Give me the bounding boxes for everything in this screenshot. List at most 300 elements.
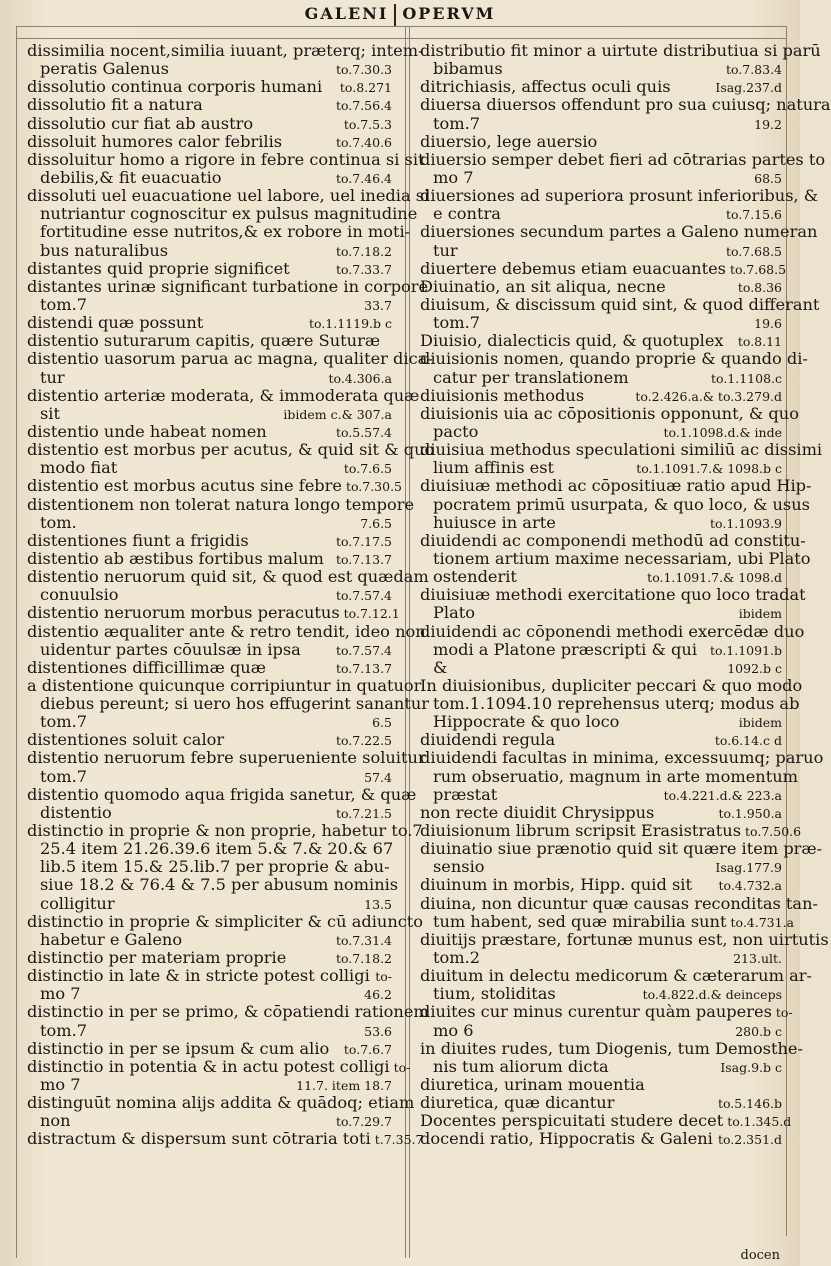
running-head (0, 2, 800, 26)
entry-line (27, 659, 392, 677)
entry-text: bus naturalibus (40, 240, 169, 260)
entry-text: Diuinatio, an sit aliqua, necne (420, 276, 666, 296)
entry-line (27, 423, 392, 441)
entry-text: distendi quæ possunt (27, 313, 204, 333)
entry-reference: Isag.177.9 (715, 860, 782, 876)
index-entry (420, 476, 812, 532)
entry-text: pacto (433, 421, 479, 441)
entry-reference: 19.2 (754, 116, 782, 132)
entry-text: distentio (40, 802, 112, 822)
index-entry (420, 731, 782, 749)
entry-line (27, 314, 392, 332)
entry-text: distantes urinæ significant turbatione in corpore (27, 276, 429, 296)
entry-text: diuersio, lege auersio (420, 131, 598, 151)
index-entry (27, 784, 417, 822)
entry-line (420, 278, 782, 296)
entry-text: tom.1.1094.10 reprehensus uterq; modus ab (433, 694, 800, 714)
entry-reference: to.5.146.b (717, 1096, 782, 1112)
entry-line (27, 96, 392, 114)
index-entry (420, 804, 782, 822)
entry-text: lium affinis est (433, 458, 555, 478)
entry-line (420, 530, 806, 550)
entry-line (420, 115, 782, 133)
entry-line (27, 1112, 392, 1130)
entry-text: tom. (40, 512, 77, 532)
entry-line (27, 875, 399, 895)
index-entry (420, 440, 823, 478)
entry-line (420, 641, 782, 659)
entry-reference: Isag.9.b c (720, 1059, 782, 1075)
entry-text: docendi ratio, Hippocratis & Galeni (420, 1129, 713, 1149)
header-divider (394, 4, 396, 26)
entry-line (420, 858, 782, 876)
entry-reference: 68.5 (754, 170, 782, 186)
entry-line (420, 95, 831, 115)
index-entry (420, 1130, 782, 1148)
entry-text: tur (40, 367, 65, 387)
entry-line (420, 149, 826, 169)
entry-text: mo 6 (433, 1020, 474, 1040)
entry-text: distinctio in proprie & non proprie, habetur to.7 (27, 821, 423, 841)
entry-line (420, 387, 782, 405)
index-entry (27, 133, 392, 151)
index-entry (27, 385, 420, 423)
index-entry (420, 966, 812, 1004)
entry-text: distentio neruorum febre superueniente soluitur (27, 748, 426, 768)
entry-reference: to.7.13.7 (335, 660, 392, 676)
entry-text: non (40, 1111, 71, 1131)
index-entry (420, 1038, 803, 1076)
entry-line (27, 476, 403, 496)
entry-reference: to.7.15.6 (725, 207, 782, 223)
entry-text: distentio est morbus per acutus, & quid sit & quo (27, 440, 435, 460)
entry-text: diuisionis methodus (420, 385, 585, 405)
index-entry (27, 1129, 424, 1149)
index-entry (420, 41, 821, 79)
entry-reference: to- (393, 1059, 411, 1075)
entry-line (420, 1022, 782, 1040)
entry-reference: to.7.57.4 (335, 588, 392, 604)
entry-line (420, 694, 800, 714)
entry-reference: to.7.68.5 (725, 243, 782, 259)
entry-line (420, 186, 819, 206)
index-entry (420, 294, 820, 333)
entry-reference: to.7.21.5 (335, 805, 392, 821)
entry-text: dissoluti uel euacuatione uel labore, uel inedia si (27, 186, 430, 206)
index-entry (420, 839, 823, 877)
entry-line (27, 204, 418, 224)
entry-text: debilis,& fit euacuatio (40, 167, 222, 187)
entry-text: tium, stoliditas (433, 984, 556, 1004)
index-entry (27, 911, 424, 949)
entry-text: diuidendi facultas in minima, excessuumq; paruo (420, 748, 824, 768)
entry-text: huiusce in arte (433, 512, 556, 532)
index-entry (27, 675, 430, 732)
index-entry (420, 133, 782, 151)
entry-line (420, 786, 782, 804)
entry-line (27, 931, 392, 949)
index-entry (27, 115, 392, 133)
index-entry (27, 603, 400, 623)
entry-text: distentiones fiunt a frigidis (27, 530, 249, 550)
left-margin-rule (16, 26, 17, 1258)
entry-text: diuitum in delectu medicorum & cæterarum ar- (420, 966, 812, 986)
entry-line (27, 260, 392, 278)
entry-text: distractum & dispersum sunt cōtraria toti (27, 1129, 371, 1149)
entry-line (420, 494, 810, 514)
index-entry (420, 1076, 782, 1094)
index-entry (27, 731, 392, 749)
entry-line (27, 385, 420, 405)
entry-line (420, 893, 818, 913)
index-entry (420, 821, 802, 841)
entry-line (420, 242, 782, 260)
entry-line (27, 621, 426, 641)
entry-text: diuertere debemus etiam euacuantes (420, 258, 726, 278)
index-entry (27, 1002, 429, 1040)
index-entry (420, 278, 782, 296)
entry-text: diuersiones ad superiora prosunt inferioribus, & (420, 186, 819, 206)
entry-text: diuitijs præstare, fortunæ munus est, non uirtutis (420, 929, 829, 949)
entry-text: distantes quid proprie significet (27, 258, 290, 278)
entry-reference: t.7.35.7 (374, 1132, 424, 1148)
entry-line (27, 332, 392, 350)
entry-line (27, 895, 392, 913)
entry-line (27, 369, 392, 387)
entry-text: a distentione quicunque corripiuntur in quatuor (27, 675, 422, 695)
entry-reference: ibidem (738, 715, 782, 731)
entry-line (27, 514, 392, 532)
entry-line (420, 911, 794, 931)
index-entry (27, 314, 392, 332)
entry-text: mo 7 (433, 167, 474, 187)
entry-text: rum obseruatio, magnum in arte momentum (433, 766, 798, 786)
entry-line (420, 839, 823, 859)
entry-reference: 46.2 (364, 987, 392, 1003)
entry-text: distinctio in per se primo, & cōpatiendi rationem (27, 1002, 429, 1022)
header-rule (16, 38, 786, 39)
entry-line (27, 713, 392, 731)
index-entry (420, 403, 799, 441)
entry-line (420, 294, 820, 314)
entry-text: diuersiones secundum partes a Galeno numeran (420, 222, 818, 242)
entry-text: ostenderit (433, 567, 517, 587)
entry-text: diuites cur minus curentur quàm pauperes (420, 1002, 772, 1022)
entry-reference: 7.6.5 (360, 515, 392, 531)
entry-text: distentio est morbus acutus sine febre (27, 476, 342, 496)
entry-line (420, 258, 787, 278)
entry-text: Plato (433, 603, 475, 623)
index-entry (420, 222, 818, 260)
index-entry (27, 440, 435, 478)
entry-line (27, 349, 433, 369)
entry-text: distentio neruorum morbus peracutus (27, 603, 340, 623)
entry-line (27, 440, 435, 460)
entry-reference: to.1.950.a (718, 805, 782, 821)
entry-text: uidentur partes cōuulsæ in ipsa (40, 639, 301, 659)
entry-text: conuulsio (40, 585, 119, 605)
entry-reference: to.1.1091.7.& 1098.b c (636, 461, 782, 477)
entry-line (27, 1002, 429, 1022)
entry-line (420, 476, 812, 496)
index-entry (27, 949, 392, 967)
entry-text: habetur e Galeno (40, 929, 183, 949)
entry-line (27, 1129, 424, 1149)
index-entry (27, 1093, 415, 1131)
entry-line (27, 1056, 411, 1076)
entry-text: tom.7 (40, 712, 88, 732)
entry-line (420, 1094, 782, 1112)
index-entry (420, 349, 808, 387)
index-entry (27, 532, 392, 550)
index-entry (27, 494, 415, 532)
entry-text: Hippocrate & quo loco (433, 712, 620, 732)
entry-line (27, 784, 417, 804)
entry-text: distinctio per materiam proprie (27, 948, 287, 968)
entry-line (420, 514, 782, 532)
entry-text: dissolutio fit a natura (27, 95, 203, 115)
entry-reference: to.5.57.4 (335, 424, 392, 440)
entry-line (27, 567, 429, 587)
index-entry (27, 621, 426, 659)
index-entry (420, 929, 829, 968)
entry-line (420, 1130, 782, 1148)
entry-reference: to.4.306.a (328, 370, 392, 386)
running-head-right: OPERVM (402, 4, 496, 23)
entry-text: tom.2 (433, 948, 481, 968)
entry-line (420, 966, 812, 986)
entry-reference: to.7.50.6 (745, 824, 802, 840)
entry-reference: 1092.b c (727, 660, 782, 676)
entry-text: diuisionis uia ac cōpositionis opponunt, & quo (420, 403, 799, 423)
index-entry (420, 893, 818, 931)
entry-reference: to.7.46.4 (335, 170, 392, 186)
entry-reference: to.4.221.d.& 223.a (663, 787, 782, 803)
entry-line (27, 967, 392, 985)
entry-text: dissolutio continua corporis humani (27, 77, 323, 97)
entry-text: dissolutio cur fiat ab austro (27, 113, 254, 133)
entry-reference: to.8.11 (737, 334, 782, 350)
entry-text: diuersio semper debet fieri ad cōtrarias partes to (420, 149, 826, 169)
index-entry (27, 567, 429, 605)
entry-text: colligitur (40, 893, 115, 913)
index-column-right (420, 41, 831, 1149)
index-entry (420, 1111, 792, 1131)
entry-line (420, 169, 782, 187)
entry-reference: to.1.345.d (727, 1114, 792, 1130)
entry-line (27, 296, 392, 314)
entry-text: distinctio in potentia & in actu potest colligi (27, 1056, 390, 1076)
index-entry (27, 821, 423, 913)
entry-line (27, 115, 392, 133)
index-entry (420, 78, 782, 96)
entry-text: sit (40, 403, 60, 423)
entry-line (27, 748, 426, 768)
entry-line (27, 804, 392, 822)
entry-reference: 13.5 (364, 896, 392, 912)
entry-text: sensio (433, 857, 485, 877)
entry-reference: 53.6 (364, 1023, 392, 1039)
entry-line (420, 731, 782, 749)
entry-text: distentiones difficillimæ quæ (27, 657, 266, 677)
entry-line (27, 494, 415, 514)
entry-line (27, 821, 423, 841)
entry-line (27, 675, 422, 695)
entry-reference: to.4.822.d.& deinceps (642, 987, 782, 1003)
entry-text: diuisionis nomen, quando proprie & quando di- (420, 349, 808, 369)
entry-reference: to.1.1098.d.& inde (663, 424, 782, 440)
index-entry (27, 78, 392, 96)
entry-text: fortitudine esse nutritos,& ex robore in moti- (40, 222, 411, 242)
entry-reference: to.7.31.4 (335, 932, 392, 948)
index-entry (27, 476, 403, 496)
index-entry (420, 258, 787, 278)
entry-line (420, 1002, 793, 1022)
entry-text: distentio æqualiter ante & retro tendit, ideo non (27, 621, 426, 641)
entry-text: diuidendi regula (420, 730, 556, 750)
entry-text: tom.7 (40, 294, 88, 314)
entry-text: tionem artium maxime necessariam, ubi Plato (433, 548, 811, 568)
entry-text: non recte diuidit Chrysippus (420, 802, 655, 822)
entry-reference: 19.6 (754, 316, 782, 332)
index-entry (420, 621, 805, 677)
entry-text: tum habent, sed quæ mirabilia sunt (433, 911, 727, 931)
entry-text: præstat (433, 784, 498, 804)
entry-line (27, 1093, 415, 1113)
entry-line (27, 985, 392, 1003)
entry-text: lib.5 item 15.& 25.lib.7 per proprie & abu- (40, 857, 390, 877)
entry-text: diuisiuæ methodi ac cōpositiuæ ratio apud Hip- (420, 476, 812, 496)
entry-text: distributio fit minor a uirtute distributiua si parū (420, 41, 821, 60)
entry-reference: to.7.5.3 (343, 116, 392, 132)
entry-line (27, 532, 392, 550)
entry-line (27, 242, 392, 260)
entry-line (420, 804, 782, 822)
entry-text: bibamus (433, 59, 503, 79)
index-entry (420, 675, 803, 732)
index-column-left (27, 41, 435, 1149)
entry-text: & (433, 657, 448, 677)
index-entry (420, 332, 782, 350)
entry-text: diebus pereunt; si uero hos effugerint sanantur (40, 694, 430, 714)
entry-line (420, 1058, 782, 1076)
entry-line (420, 568, 782, 586)
entry-text: diuinatio siue prænotio quid sit quære item præ- (420, 839, 823, 859)
entry-text: distentio unde habeat nomen (27, 421, 267, 441)
index-entry (420, 748, 824, 804)
index-entry (27, 550, 392, 568)
index-entry (27, 748, 426, 786)
entry-line (27, 840, 392, 858)
entry-line (420, 369, 782, 387)
entry-reference: 6.5 (372, 715, 392, 731)
entry-text: tom.7 (40, 766, 88, 786)
entry-text: distinctio in late & in stricte potest colligi (27, 966, 370, 986)
index-entry (27, 276, 429, 314)
entry-line (420, 205, 782, 223)
index-entry (27, 96, 392, 114)
index-entry (27, 1040, 392, 1058)
entry-line (420, 133, 782, 151)
entry-line (420, 713, 782, 731)
entry-text: diuersa diuersos offendunt pro sua cuiusq; natura (420, 95, 831, 115)
entry-line (420, 349, 808, 369)
entry-reference: to.7.40.6 (335, 134, 392, 150)
entry-line (27, 78, 392, 96)
entry-text: tur (433, 240, 458, 260)
index-entry (27, 349, 433, 387)
entry-reference: 11.7. item 18.7 (296, 1078, 392, 1094)
entry-line (27, 405, 392, 423)
entry-text: nis tum aliorum dicta (433, 1056, 609, 1076)
entry-reference: to.7.29.7 (335, 1114, 392, 1130)
entry-reference: to.2.351.d (717, 1132, 782, 1148)
entry-reference: to.8.271 (339, 80, 392, 96)
entry-reference: 213.ult. (733, 951, 782, 967)
entry-reference: to.1.1091.b (709, 642, 782, 658)
entry-line (420, 459, 782, 477)
entry-line (420, 548, 811, 568)
entry-reference: 57.4 (364, 769, 392, 785)
entry-line (27, 949, 392, 967)
entry-line (420, 821, 802, 841)
entry-text: diuretica, urinam mouentia (420, 1075, 645, 1095)
entry-line (420, 314, 782, 332)
entry-text: distentionem non tolerat natura longo tempore (27, 494, 415, 514)
entry-line (420, 604, 782, 622)
entry-text: e contra (433, 204, 501, 224)
entry-reference: to.7.68.5 (729, 261, 787, 277)
entry-reference: Isag.237.d (715, 80, 782, 96)
entry-text: 25.4 item 21.26.39.6 item 5.& 7.& 20.& 67 (40, 839, 394, 859)
entry-line (27, 1040, 392, 1058)
entry-reference: to.4.731.a (730, 914, 794, 930)
entry-text: catur per translationem (433, 367, 629, 387)
entry-line (420, 929, 829, 949)
index-entry (420, 1094, 782, 1112)
entry-reference: to.7.83.4 (725, 62, 782, 78)
entry-text: dissoluit humores calor febrilis (27, 131, 283, 151)
index-entry (420, 387, 782, 405)
entry-line (420, 876, 782, 894)
entry-line (27, 731, 392, 749)
index-entry (27, 260, 392, 278)
entry-text: tom.7 (40, 1020, 88, 1040)
entry-text: diuisionum librum scripsit Erasistratus (420, 821, 742, 841)
entry-reference: to- (775, 1005, 793, 1021)
entry-text: diuidendi ac cōponendi methodi exercēdæ duo (420, 621, 805, 641)
index-entry (27, 332, 392, 350)
entry-reference: to.7.13.7 (335, 551, 392, 567)
entry-line (420, 585, 806, 605)
entry-reference: to.7.30.3 (335, 62, 392, 78)
entry-reference: to.7.12.1 (343, 606, 400, 622)
entry-reference: to.8.36 (737, 279, 782, 295)
entry-text: Docentes perspicuitati studere decet (420, 1111, 724, 1131)
entry-text: distentio ab æstibus fortibus malum (27, 548, 324, 568)
index-entry (420, 149, 826, 187)
entry-line (420, 1076, 782, 1094)
entry-line (27, 550, 392, 568)
entry-line (420, 1111, 792, 1131)
index-entry (27, 423, 392, 441)
entry-text: mo 7 (40, 984, 81, 1004)
entry-reference: to.7.57.4 (335, 642, 392, 658)
entry-line (420, 659, 782, 677)
entry-line (27, 222, 411, 242)
catchword: docen (740, 1248, 780, 1263)
entry-line (420, 985, 782, 1003)
